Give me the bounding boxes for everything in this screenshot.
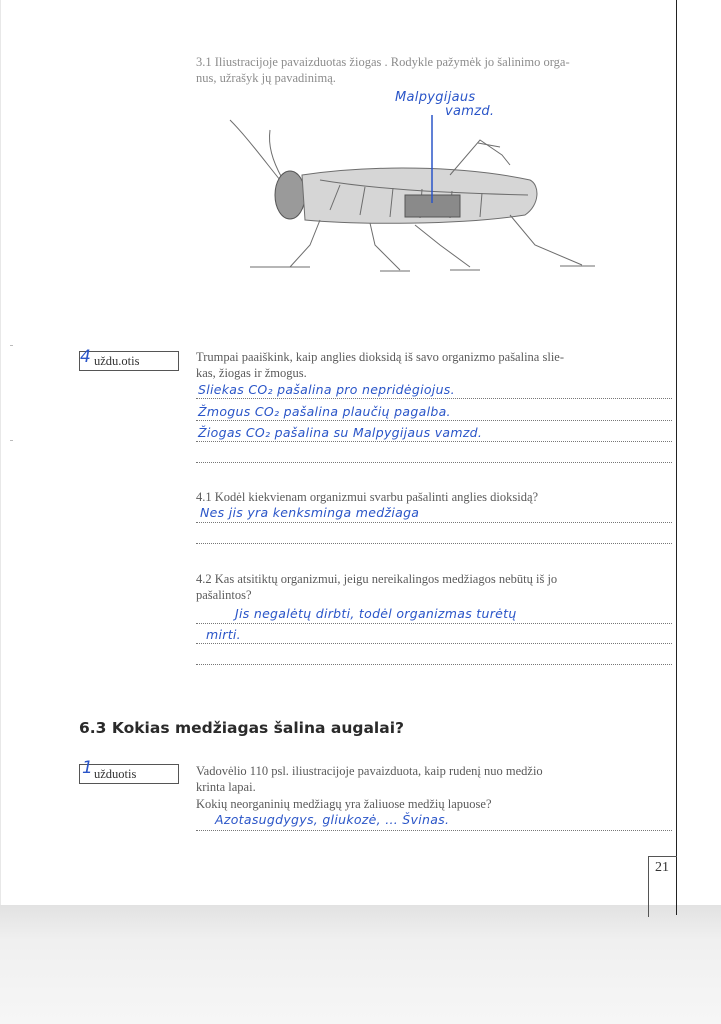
- answer-line: [196, 623, 672, 624]
- question-3-1-line1: 3.1 Iliustracijoje pavaizduotas žiogas . Rodykle pažymėk jo šalinimo orga-: [196, 55, 570, 69]
- question-4-2-answer-line1: Jis negalėtų dirbti, todėl organizmas turėtų: [235, 606, 517, 621]
- question-3-1-line2: nus, užrašyk jų pavadinimą.: [196, 71, 336, 85]
- task-1-line2: krinta lapai.: [196, 780, 256, 794]
- task-4-answer-1: Sliekas CO₂ pašalina pro nepridėgiojus.: [198, 382, 455, 397]
- answer-line: [196, 830, 672, 831]
- question-4-1: 4.1 Kodėl kiekvienam organizmui svarbu pašalinti anglies dioksidą?: [196, 490, 539, 504]
- scan-background: [0, 905, 721, 1024]
- task-4-label-box: [79, 351, 179, 371]
- question-4-2-line2: pašalintos?: [196, 588, 252, 602]
- answer-line: [196, 462, 672, 463]
- margin-tick: [10, 345, 13, 346]
- question-4-2-line1: 4.2 Kas atsitiktų organizmui, jeigu nereikalingos medžiagos nebūtų iš jo: [196, 572, 558, 586]
- margin-rule: [676, 0, 677, 915]
- answer-line: [196, 420, 672, 421]
- task-1-number: 1: [82, 758, 93, 778]
- task-4-number: 4: [80, 347, 91, 367]
- section-6-3-title: 6.3 Kokias medžiagas šalina augalai?: [79, 719, 405, 737]
- grasshopper-label-line1: Malpygijaus: [395, 90, 476, 105]
- task-4-prompt-line2: kas, žiogas ir žmogus.: [196, 366, 307, 380]
- task-4-answer-3: Žiogas CO₂ pašalina su Malpygijaus vamzd.: [198, 425, 483, 440]
- margin-tick: [10, 440, 13, 441]
- task-1-line1: Vadovėlio 110 psl. iliustracijoje pavaizduota, kaip rudenį nuo medžio: [196, 764, 543, 778]
- task-4-answer-2: Žmogus CO₂ pašalina plaučių pagalba.: [198, 404, 451, 419]
- task-4-prompt-line1: Trumpai paaiškink, kaip anglies dioksidą iš savo organizmo pašalina slie-: [196, 350, 564, 364]
- task-1-answer: Azotasugdygys, gliukozė, ... Švinas.: [215, 812, 450, 827]
- grasshopper-label-line2: vamzd.: [445, 104, 495, 119]
- task-1-line3: Kokių neorganinių medžiagų yra žaliuose medžių lapuose?: [196, 797, 492, 811]
- answer-line: [196, 664, 672, 665]
- question-4-2-answer-line2: mirti.: [206, 627, 241, 642]
- question-4-1-answer: Nes jis yra kenksminga medžiaga: [200, 505, 420, 520]
- task-1-label: užduotis: [94, 767, 137, 781]
- answer-line: [196, 643, 672, 644]
- task-1-label-box: [79, 764, 179, 784]
- answer-line: [196, 441, 672, 442]
- task-4-label: uždu.otis: [94, 354, 140, 368]
- answer-line: [196, 543, 672, 544]
- answer-line: [196, 522, 672, 523]
- answer-line: [196, 398, 672, 399]
- grasshopper-illustration: [210, 95, 610, 285]
- page-number: 21: [655, 860, 669, 875]
